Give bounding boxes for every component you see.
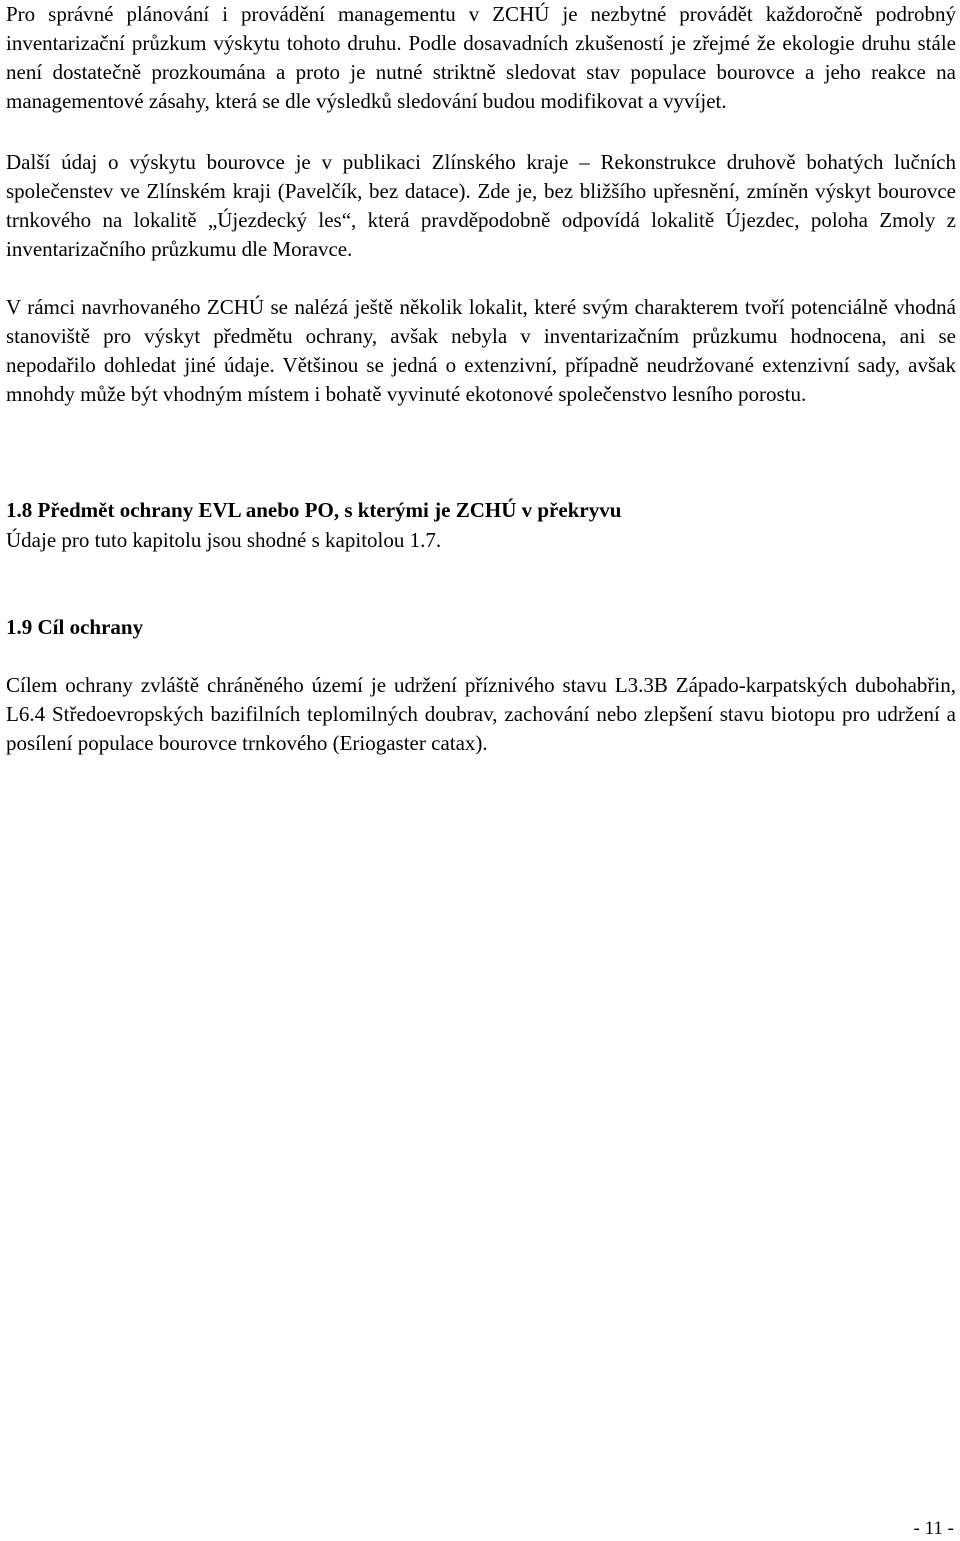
paragraph-potential-sites: V rámci navrhovaného ZCHÚ se nalézá ještě několik lokalit, které svým charakterem tvoří potenciálně vhodná stanoviště pro výskyt předmětu ochrany, avšak nebyla v inventarizačním průzkumu hodnocena, ani se nepodařilo dohledat jiné údaje. Většinou se jedná o extenzivní, případně neudržované extenzivní sady, avšak mnohdy může být vhodným místem i bohatě vyvinuté ekotonové společenstvo lesního porostu. — [6, 295, 956, 406]
paragraph-further-occurrence: Další údaj o výskytu bourovce je v publikaci Zlínského kraje – Rekonstrukce druhově bohatých lučních společenstev ve Zlínském kraji (Pavelčík, bez datace). Zde je, bez bližšího upřesnění, zmíněn výskyt bourovce trnkového na lokalitě „Újezdecký les“, která pravděpodobně odpovídá lokalitě Újezdec, poloha Zmoly z inventarizačního průzkumu dle Moravce. — [6, 150, 956, 261]
section-heading-1-9 — [6, 613, 143, 642]
section-number-1-9: 1.9 — [6, 615, 33, 639]
section-number-1-8: 1.8 — [6, 498, 33, 522]
section-title-1-9: Cíl ochrany — [37, 615, 144, 639]
section-body-1-9: Cílem ochrany zvláště chráněného území je udržení příznivého stavu L3.3B Západo-karpatských dubohabřin, L6.4 Středoevropských bazifilních teplomilných doubrav, zachování nebo zlepšení stavu biotopu pro udržení a posílení populace bourovce trnkového (Eriogaster catax). — [6, 673, 956, 755]
section-title-1-8: Předmět ochrany EVL anebo PO, s kterými je ZCHÚ v překryvu — [37, 498, 622, 522]
section-heading-1-8 — [6, 496, 621, 525]
page-number: - 11 - — [913, 1518, 954, 1539]
section-body-1-8: Údaje pro tuto kapitolu jsou shodné s kapitolou 1.7. — [6, 528, 442, 552]
document-page — [6, 0, 956, 1541]
paragraph-monitoring: Pro správné plánování i provádění managementu v ZCHÚ je nezbytné provádět každoročně podrobný inventarizační průzkum výskytu tohoto druhu. Podle dosavadních zkušeností je zřejmé že ekologie druhu stále není dostatečně prozkoumána a proto je nutné striktně sledovat stav populace bourovce a jeho reakce na managementové zásahy, která se dle výsledků sledování budou modifikovat a vyvíjet. — [6, 2, 956, 113]
